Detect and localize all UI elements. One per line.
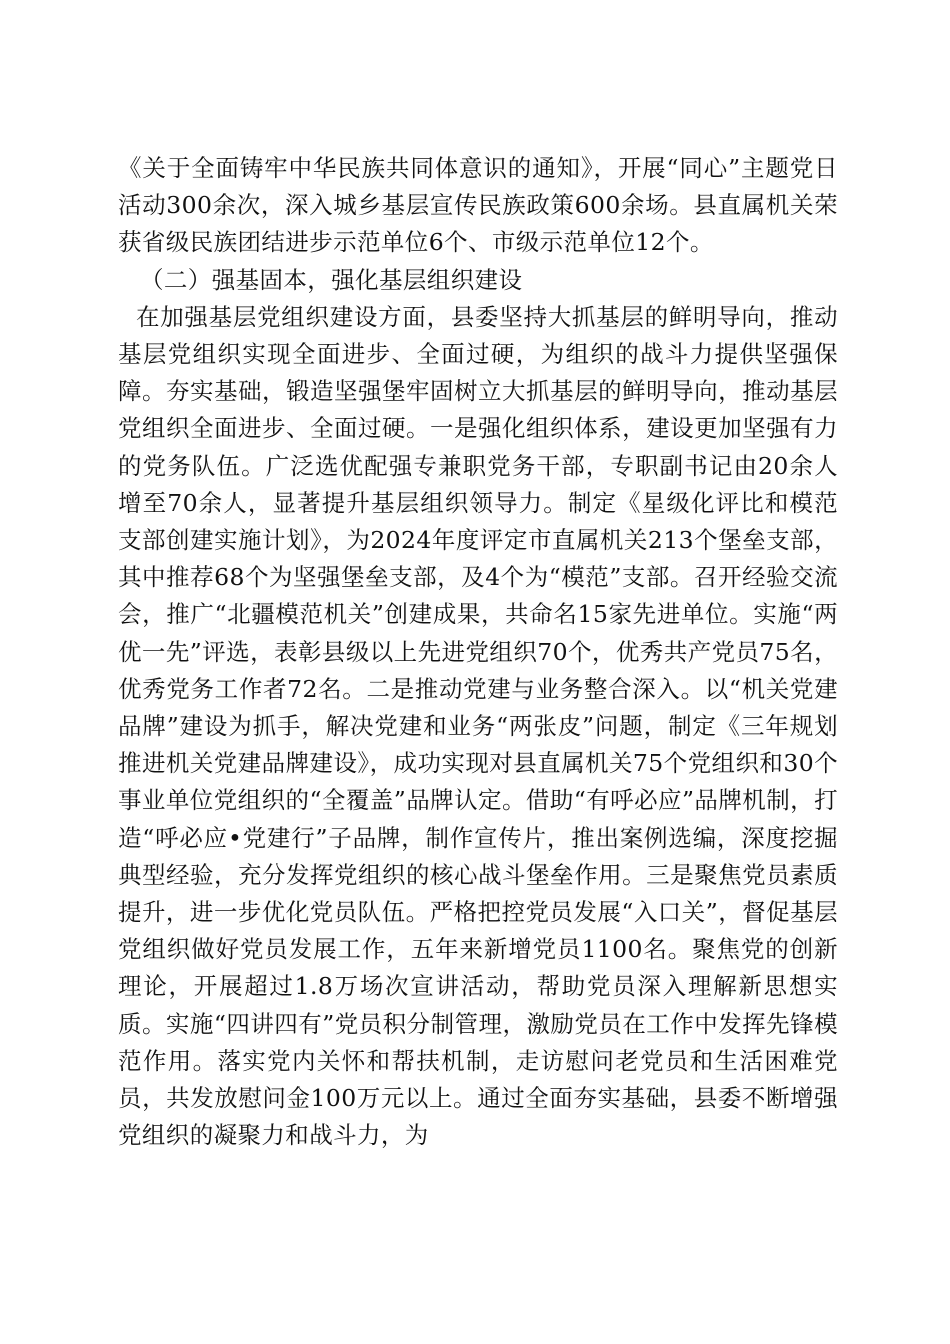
document-body [118, 150, 838, 1154]
intro-paragraph: 《关于全面铸牢中华民族共同体意识的通知》，开展“同心”主题党日活动300余次，深入城乡基层宣传民族政策600余场。县直属机关荣获省级民族团结进步示范单位6个、市级示范单位12个。 [118, 154, 838, 257]
section-heading: （二）强基固本，强化基层组织建设 [140, 265, 523, 294]
body-paragraph: 在加强基层党组织建设方面，县委坚持大抓基层的鲜明导向，推动基层党组织实现全面进步、全面过硬，为组织的战斗力提供坚强保障。夯实基础，锻造坚强堡牢固树立大抓基层的鲜明导向，推动基层党组织全面进步、全面过硬。一是强化组织体系，建设更加坚强有力的党务队伍。广泛选优配强专兼职党务干部，专职副书记由20余人增至70余人，显著提升基层组织领导力。制定《星级化评比和模范支部创建实施计划》，为2024年度评定市直属机关213个堡垒支部，其中推荐68个为坚强堡垒支部，及4个为“模范”支部。召开经验交流会，推广“北疆模范机关”创建成果，共命名15家先进单位。实施“两优一先”评选，表彰县级以上先进党组织70个，优秀共产党员75名，优秀党务工作者72名。二是推动党建与业务整合深入。以“机关党建品牌”建设为抓手，解决党建和业务“两张皮”问题，制定《三年规划推进机关党建品牌建设》，成功实现对县直属机关75个党组织和30个事业单位党组织的“全覆盖”品牌认定。借助“有呼必应”品牌机制，打造“呼必应•党建行”子品牌，制作宣传片，推出案例选编，深度挖掘典型经验，充分发挥党组织的核心战斗堡垒作用。三是聚焦党员素质提升，进一步优化党员队伍。严格把控党员发展“入口关”，督促基层党组织做好党员发展工作，五年来新增党员1100名。聚焦党的创新理论，开展超过1.8万场次宣讲活动，帮助党员深入理解新思想实质。实施“四讲四有”党员积分制管理，激励党员在工作中发挥先锋模范作用。落实党内关怀和帮扶机制，走访慰问老党员和生活困难党员，共发放慰问金100万元以上。通过全面夯实基础，县委不断增强党组织的凝聚力和战斗力，为 [118, 302, 838, 1150]
